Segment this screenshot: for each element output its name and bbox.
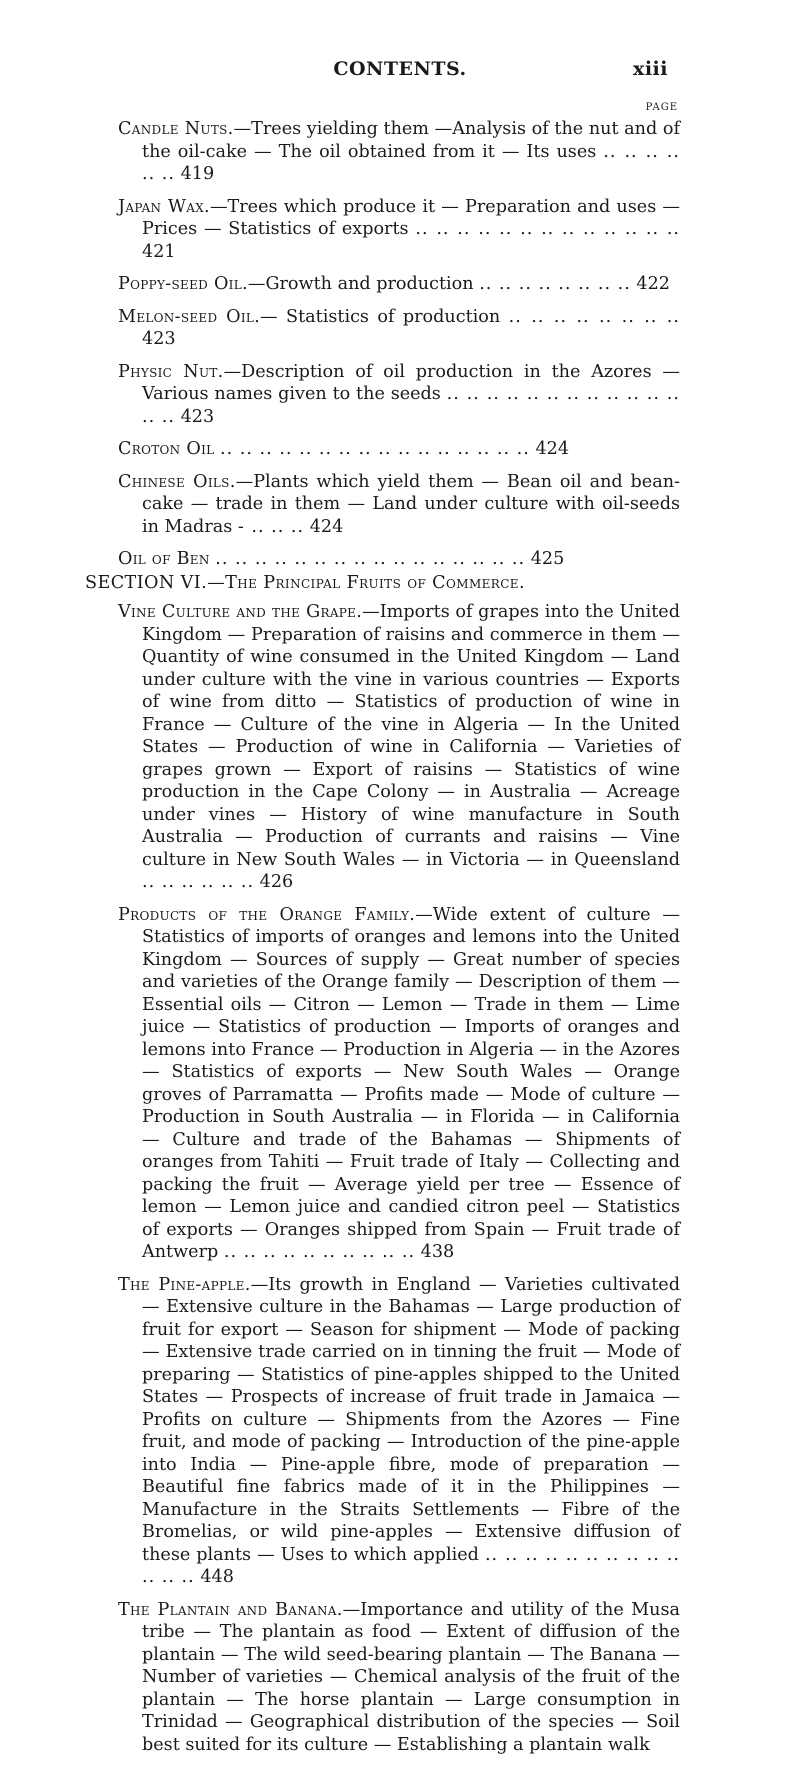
contents-entry	[118, 118, 680, 186]
entry-description: —Growth and production	[247, 274, 474, 294]
leader-dots: - .. .. ..	[237, 516, 305, 537]
leader-dots: .. .. .. .. .. .. .. .. .. .. .. .. .. .. .. ..	[215, 549, 526, 569]
contents-entry	[118, 471, 680, 539]
page-column-label: PAGE	[645, 102, 678, 113]
leader-dots: .. .. .. .. .. .. .. .. .. .. .. .. ..	[415, 219, 681, 239]
entry-page-number: 419	[180, 164, 215, 184]
entry-description: —Plants which yield them — Bean oil and bean-cake — trade in them — Land under culture with oil-seeds in Madras	[142, 471, 680, 537]
running-head-title: CONTENTS.	[333, 58, 467, 80]
entry-heading: The Plantain and Banana.	[118, 1599, 343, 1620]
entry-description: —Its growth in England — Varieties cultivated — Extensive culture in the Bahamas — Large production of fruit for export — Season for shipment — Mode of packing — Extensive trade carried on in tinning the fruit — Mode of preparing — Statistics of pine-apples shipped to the United States — Prospects of increase of fruit trade in Jamaica — Profits on culture — Shipments from the Azores — Fine fruit, and mode of packing — Introduction of the pine-apple into India — Pine-apple fibre, mode of preparation — Beautiful fine fabrics made of it in the Philippines — Manufacture in the Straits Settlements — Fibre of the Bromelias, or wild pine-apples — Extensive diffusion of these plants — Uses to which applied	[142, 1274, 680, 1565]
entry-page-number: 421	[142, 241, 176, 262]
contents-list-top	[118, 118, 680, 581]
entry-description: —Description of oil production in the Azores — Various names given to the seeds	[142, 361, 680, 404]
contents-entry	[118, 601, 680, 894]
leader-dots: .. .. .. .. .. .. .. ..	[508, 306, 680, 327]
leader-dots: .. .. .. .. .. ..	[142, 872, 255, 892]
entry-heading: Melon-seed Oil.	[118, 306, 261, 327]
entry-description: —Wide extent of culture — Statistics of imports of oranges and lemons into the United Kingdom — Sources of supply — Great number of species and varieties of the Orange family — Description of them — Essential oils — Citron — Lemon — Trade in them — Lime juice — Statistics of production — Imports of oranges and lemons into France — Production in Algeria — in the Azores — Statistics of exports — New South Wales — Orange groves of Parramatta — Profits made — Mode of culture — Production in South Australia — in Florida — in California — Culture and trade of the Bahamas — Shipments of oranges from Tahiti — Fruit trade of Italy — Collecting and packing the fruit — Average yield per tree — Essence of lemon — Lemon juice and candied citron peel — Statistics of exports — Oranges shipped from Spain — Fruit trade of Antwerp	[142, 904, 680, 1262]
leader-dots: .. .. .. .. .. .. .. .. .. .. .. .. ..	[142, 1544, 680, 1587]
entry-page-number: 424	[309, 516, 344, 537]
entry-description: —Trees which produce it — Preparation and uses — Prices — Statistics of exports	[142, 196, 681, 239]
entry-heading: Candle Nuts.	[118, 119, 234, 139]
leader-dots: .. .. .. .. .. .. .. .. .. ..	[223, 1242, 416, 1262]
contents-entry	[118, 438, 680, 461]
entry-heading: Poppy-seed Oil.	[118, 274, 248, 294]
running-head	[0, 58, 800, 86]
entry-page-number: 424	[535, 439, 570, 459]
contents-entry	[118, 196, 680, 264]
section-number: SECTION VI.	[85, 573, 208, 593]
contents-entry	[118, 548, 680, 571]
entry-description: —Importance and utility of the Musa tribe — The plantain as food — Extent of diffusion of the plantain — The wild seed-bearing plantain — The Banana — Number of varieties — Chemical analysis of the fruit of the plantain — The horse plantain — Large consumption in Trinidad — Geographical distribution of the species — Soil best suited for its culture — Establishing a plantain walk	[142, 1599, 680, 1755]
section-heading	[85, 573, 525, 593]
entry-heading: Chinese Oils.	[118, 471, 236, 492]
entry-heading: Vine Culture and the Grape.	[118, 602, 363, 622]
contents-entry	[118, 1599, 680, 1757]
entry-page-number: 438	[420, 1242, 455, 1262]
contents-entry	[118, 306, 680, 351]
leader-dots: .. .. .. .. .. .. .. ..	[479, 274, 631, 294]
entry-heading: Physic Nut.	[118, 361, 224, 382]
entry-heading: Croton Oil	[118, 439, 215, 459]
section-title: —The Principal Fruits of Commerce.	[207, 573, 525, 593]
entry-heading: Products of the Orange Family.	[118, 904, 416, 925]
leader-dots: .. .. .. .. .. .. .. .. .. .. .. .. .. .. .. ..	[220, 439, 530, 459]
contents-entry	[118, 1274, 680, 1589]
entry-description: — Statistics of production	[260, 306, 501, 327]
leader-dots: .. .. .. .. .. ..	[142, 141, 680, 184]
entry-page-number: 423	[180, 406, 215, 427]
entry-description: —Imports of grapes into the United Kingdom — Preparation of raisins and commerce in them — Quantity of wine consumed in the United Kingdom — Land under culture with the vine in various countries — Exports of wine from ditto — Statistics of production of wine in France — Culture of the vine in Algeria — In the United States — Production of wine in California — Varieties of grapes grown — Export of raisins — Statistics of wine production in the Cape Colony — in Australia — Acreage under vines — History of wine manufacture in South Australia — Production of currants and raisins — Vine culture in New South Wales — in Victoria — in Queensland	[142, 602, 680, 870]
entry-page-number: 426	[259, 872, 294, 892]
contents-entry	[118, 273, 680, 296]
entry-description: —Trees yielding them —Analysis of the nut and of the oil-cake — The oil obtained from it — Its uses	[142, 119, 681, 162]
entry-page-number: 448	[200, 1567, 234, 1587]
entry-heading: Oil of Ben	[118, 549, 210, 569]
entry-heading: The Pine-apple.	[118, 1274, 251, 1295]
contents-list-section	[118, 601, 680, 1766]
contents-entry	[118, 361, 680, 429]
leader-dots: .. .. .. .. .. .. .. .. .. .. .. .. .. ..	[142, 384, 680, 427]
entry-page-number: 422	[636, 274, 671, 294]
entry-heading: Japan Wax.	[118, 196, 210, 217]
entry-page-number: 423	[142, 329, 176, 349]
contents-entry	[118, 904, 680, 1264]
page-number: xiii	[633, 58, 668, 80]
entry-page-number: 425	[530, 549, 565, 569]
